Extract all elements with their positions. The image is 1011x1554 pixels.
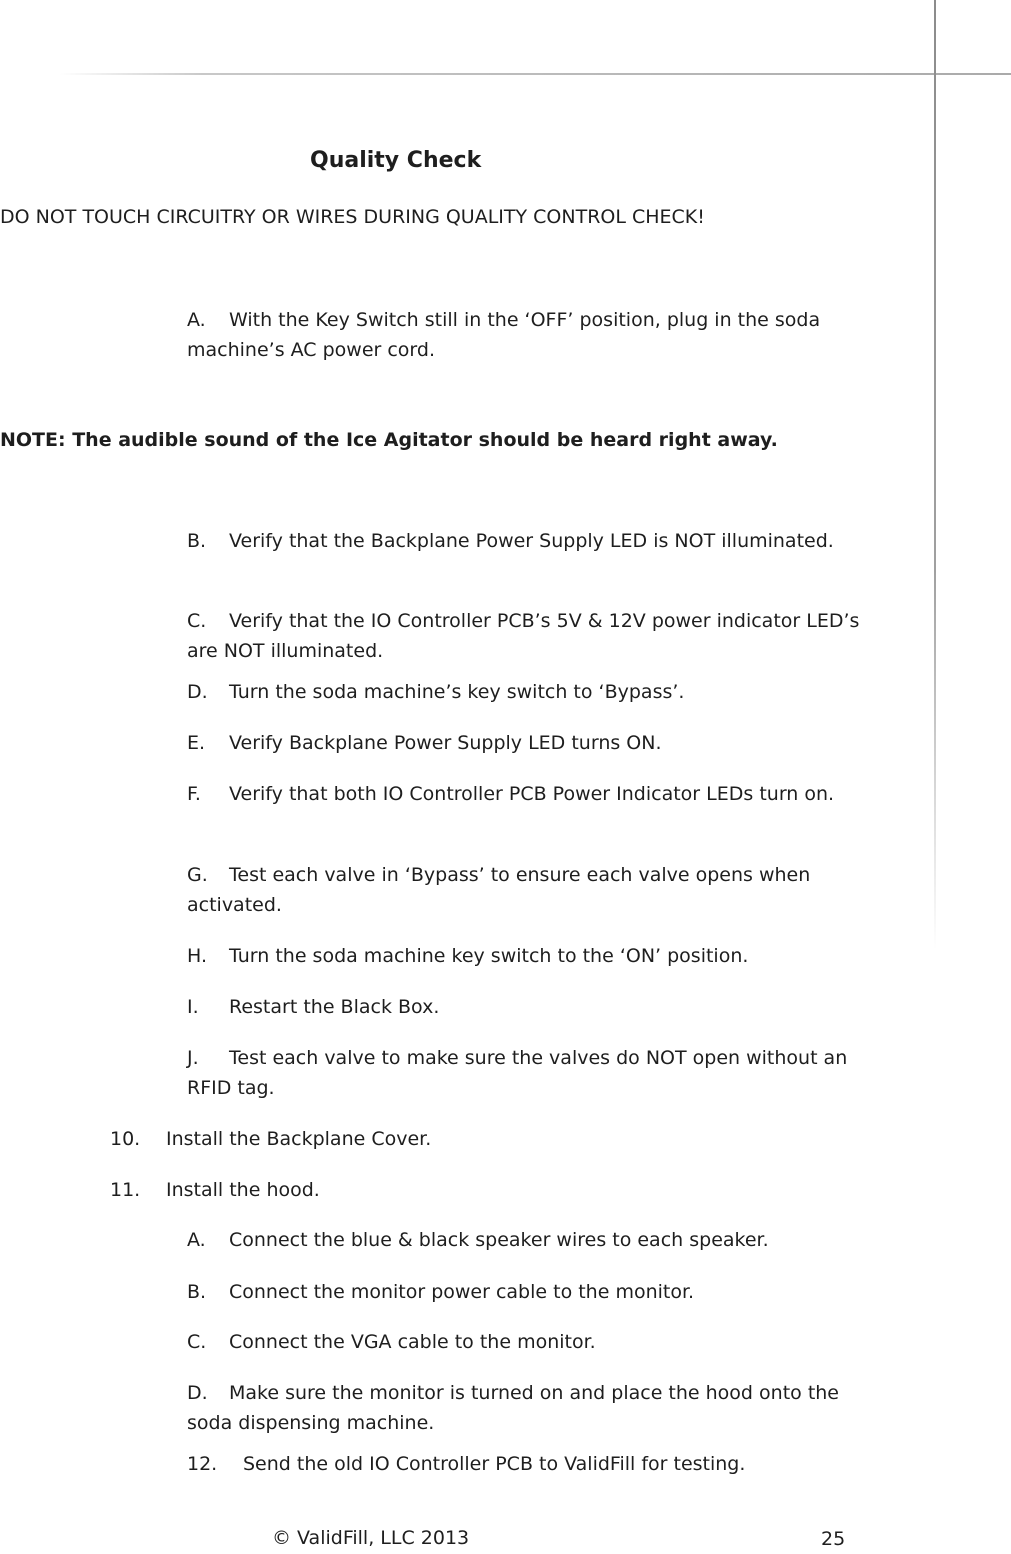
step-d	[187, 677, 877, 707]
step-text: Connect the monitor power cable to the monitor.	[229, 1281, 695, 1303]
step-text: Install the Backplane Cover.	[166, 1128, 432, 1150]
step-label: B.	[187, 530, 207, 552]
hood-step-a	[187, 1225, 877, 1255]
header-rule	[60, 73, 1011, 75]
step-label: 11.	[110, 1179, 141, 1201]
step-c	[187, 606, 877, 666]
step-label: B.	[187, 1281, 207, 1303]
step-text: Make sure the monitor is turned on and place the hood onto the soda dispensing machine.	[187, 1382, 839, 1434]
step-label: 10.	[110, 1128, 141, 1150]
step-g	[187, 860, 877, 920]
note-text: NOTE: The audible sound of the Ice Agitator should be heard right away.	[0, 429, 778, 451]
page-title: Quality Check	[310, 148, 482, 173]
step-h	[187, 941, 877, 971]
step-a	[187, 305, 877, 365]
step-text: Turn the soda machine’s key switch to ‘Bypass’.	[229, 681, 685, 703]
step-label: H.	[187, 945, 207, 967]
step-label: E.	[187, 732, 206, 754]
step-label: A.	[187, 309, 206, 331]
step-b	[187, 526, 877, 556]
step-text: Verify Backplane Power Supply LED turns ON.	[229, 732, 662, 754]
step-text: Verify that the IO Controller PCB’s 5V & 12V power indicator LED’s are NOT illuminated.	[187, 610, 860, 662]
step-j	[187, 1043, 877, 1103]
step-text: Install the hood.	[166, 1179, 320, 1201]
hood-step-d	[187, 1378, 877, 1438]
step-label: D.	[187, 681, 208, 703]
step-label: J.	[187, 1047, 199, 1069]
step-label: D.	[187, 1382, 208, 1404]
warning-text: DO NOT TOUCH CIRCUITRY OR WIRES DURING QUALITY CONTROL CHECK!	[0, 206, 705, 228]
step-text: With the Key Switch still in the ‘OFF’ position, plug in the soda machine’s AC power cord.	[187, 309, 821, 361]
step-text: Turn the soda machine key switch to the ‘ON’ position.	[229, 945, 749, 967]
step-11	[110, 1175, 320, 1205]
step-i	[187, 992, 877, 1022]
footer-copyright: © ValidFill, LLC 2013	[272, 1527, 470, 1549]
step-12	[187, 1449, 745, 1479]
step-label: I.	[187, 996, 199, 1018]
hood-step-b	[187, 1277, 877, 1307]
step-text: Verify that the Backplane Power Supply LED is NOT illuminated.	[229, 530, 834, 552]
step-text: Verify that both IO Controller PCB Power Indicator LEDs turn on.	[229, 783, 835, 805]
step-label: F.	[187, 783, 201, 805]
step-text: Test each valve to make sure the valves do NOT open without an RFID tag.	[187, 1047, 848, 1099]
step-label: C.	[187, 610, 207, 632]
step-f	[187, 779, 877, 809]
step-label: G.	[187, 864, 208, 886]
step-text: Restart the Black Box.	[229, 996, 440, 1018]
step-10	[110, 1124, 431, 1154]
step-text: Send the old IO Controller PCB to ValidFill for testing.	[243, 1453, 746, 1475]
page-number: 25	[821, 1528, 846, 1550]
hood-step-c	[187, 1327, 877, 1357]
step-text: Connect the blue & black speaker wires to each speaker.	[229, 1229, 769, 1251]
step-label: 12.	[187, 1453, 218, 1475]
step-label: C.	[187, 1331, 207, 1353]
step-label: A.	[187, 1229, 206, 1251]
step-text: Test each valve in ‘Bypass’ to ensure each valve opens when activated.	[187, 864, 811, 916]
margin-rule	[934, 0, 936, 950]
step-e	[187, 728, 877, 758]
step-text: Connect the VGA cable to the monitor.	[229, 1331, 596, 1353]
